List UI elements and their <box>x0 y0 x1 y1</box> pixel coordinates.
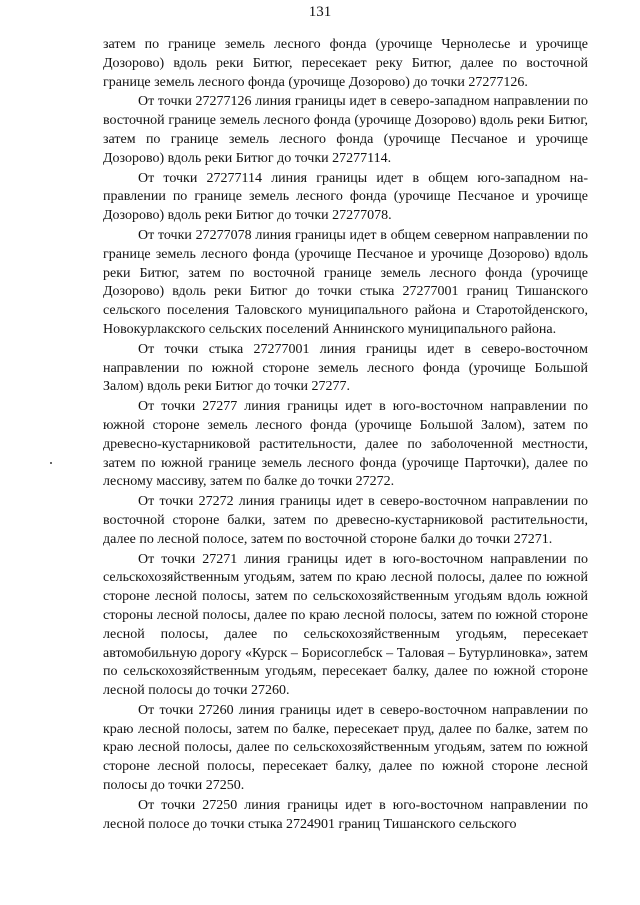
paragraph-10: От точки 27250 линия границы идет в юго-восточном направлении по лесной полосе до точки стыка 2724901 границ Тишанского сельского <box>103 797 588 832</box>
paragraph-6: От точки 27277 линия границы идет в юго-восточном направлении по южной стороне земель лесного фонда (урочище Большой Залом), затем по древесно-кустарниковой растительности, далее по заболоченной местности, затем по южной границе земель лесного фонда (урочище Парточки), далее по лесному массиву, затем по балке до точки 27272. <box>103 399 588 490</box>
paragraph-4: От точки 27277078 линия границы идет в общем северном направлении по границе земель лесного фонда (урочище Песчаное и урочище Дозорово) вдоль реки Битюг, затем по восточной границе земель лесного фонда (урочище Дозорово) вдоль реки Битюг до точки стыка 27277001 границ Тишанского сельского поселения Таловского муниципального района и Старотойденского, Новокурлакского сельских поселений Аннинского муниципального района. <box>103 227 588 337</box>
paragraph-1: затем по границе земель лесного фонда (урочище Чернолесье и урочище Дозорово) вдоль реки Битюг, пересекает реку Битюг, далее по восточной границе земель лесного фонда (урочище Дозорово) до точки 27277126. <box>103 37 588 90</box>
document-body <box>103 36 588 835</box>
paragraph-9: От точки 27260 линия границы идет в северо-восточном направлении по краю лесной полосы, затем по балке, пересекает пруд, далее по балке, затем по краю лесной полосы, далее по сельскохозяйственным угодьям, затем по южной стороне лесной полосы, пересекает балку, далее по южной стороне лесной полосы до точки 27250. <box>103 702 588 794</box>
paragraph-3: От точки 27277114 линия границы идет в общем юго-западном направлении по границе земель лесного фонда (урочище Песчаное и урочище Дозорово) вдоль реки Битюг до точки 27277078. <box>103 170 588 224</box>
paragraph-8: От точки 27271 линия границы идет в юго-восточном направлении по сельскохозяйственным угодьям, затем по краю лесной полосы, далее по южной стороне лесной полосы, затем по сельскохозяйственным угодьям вдоль южной стороны лесной полосы, далее по краю лесной полосы, затем по южной стороне лесной полосы, далее по сельскохозяйственным угодьям, пересекает автомобильную дорогу «Курск – Борисоглебск – Таловая – Бутурлиновка», затем по сельскохозяйственным угодьям, пересекает балку, далее по южной стороне лесной полосы до точки 27260. <box>103 551 588 699</box>
paragraph-7: От точки 27272 линия границы идет в северо-восточном направлении по восточной стороне балки, затем по древесно-кустарниковой растительности, далее по лесной полосе, затем по восточной стороне балки до точки 27271. <box>103 494 588 547</box>
paragraph-2: От точки 27277126 линия границы идет в северо-западном направлении по восточной границе земель лесного фонда (урочище Дозорово) вдоль реки Битюг, затем по границе земель лесного фонда (урочище Песчаное и урочище Дозорово) вдоль реки Битюг до точки 27277114. <box>103 94 588 166</box>
scan-speck <box>50 462 52 464</box>
paragraph-5: От точки стыка 27277001 линия границы идет в северо-восточном направлении по южной стороне земель лесного фонда (урочище Большой Залом) вдоль реки Битюг до точки 27277. <box>103 341 588 395</box>
page-number: 131 <box>308 4 332 20</box>
